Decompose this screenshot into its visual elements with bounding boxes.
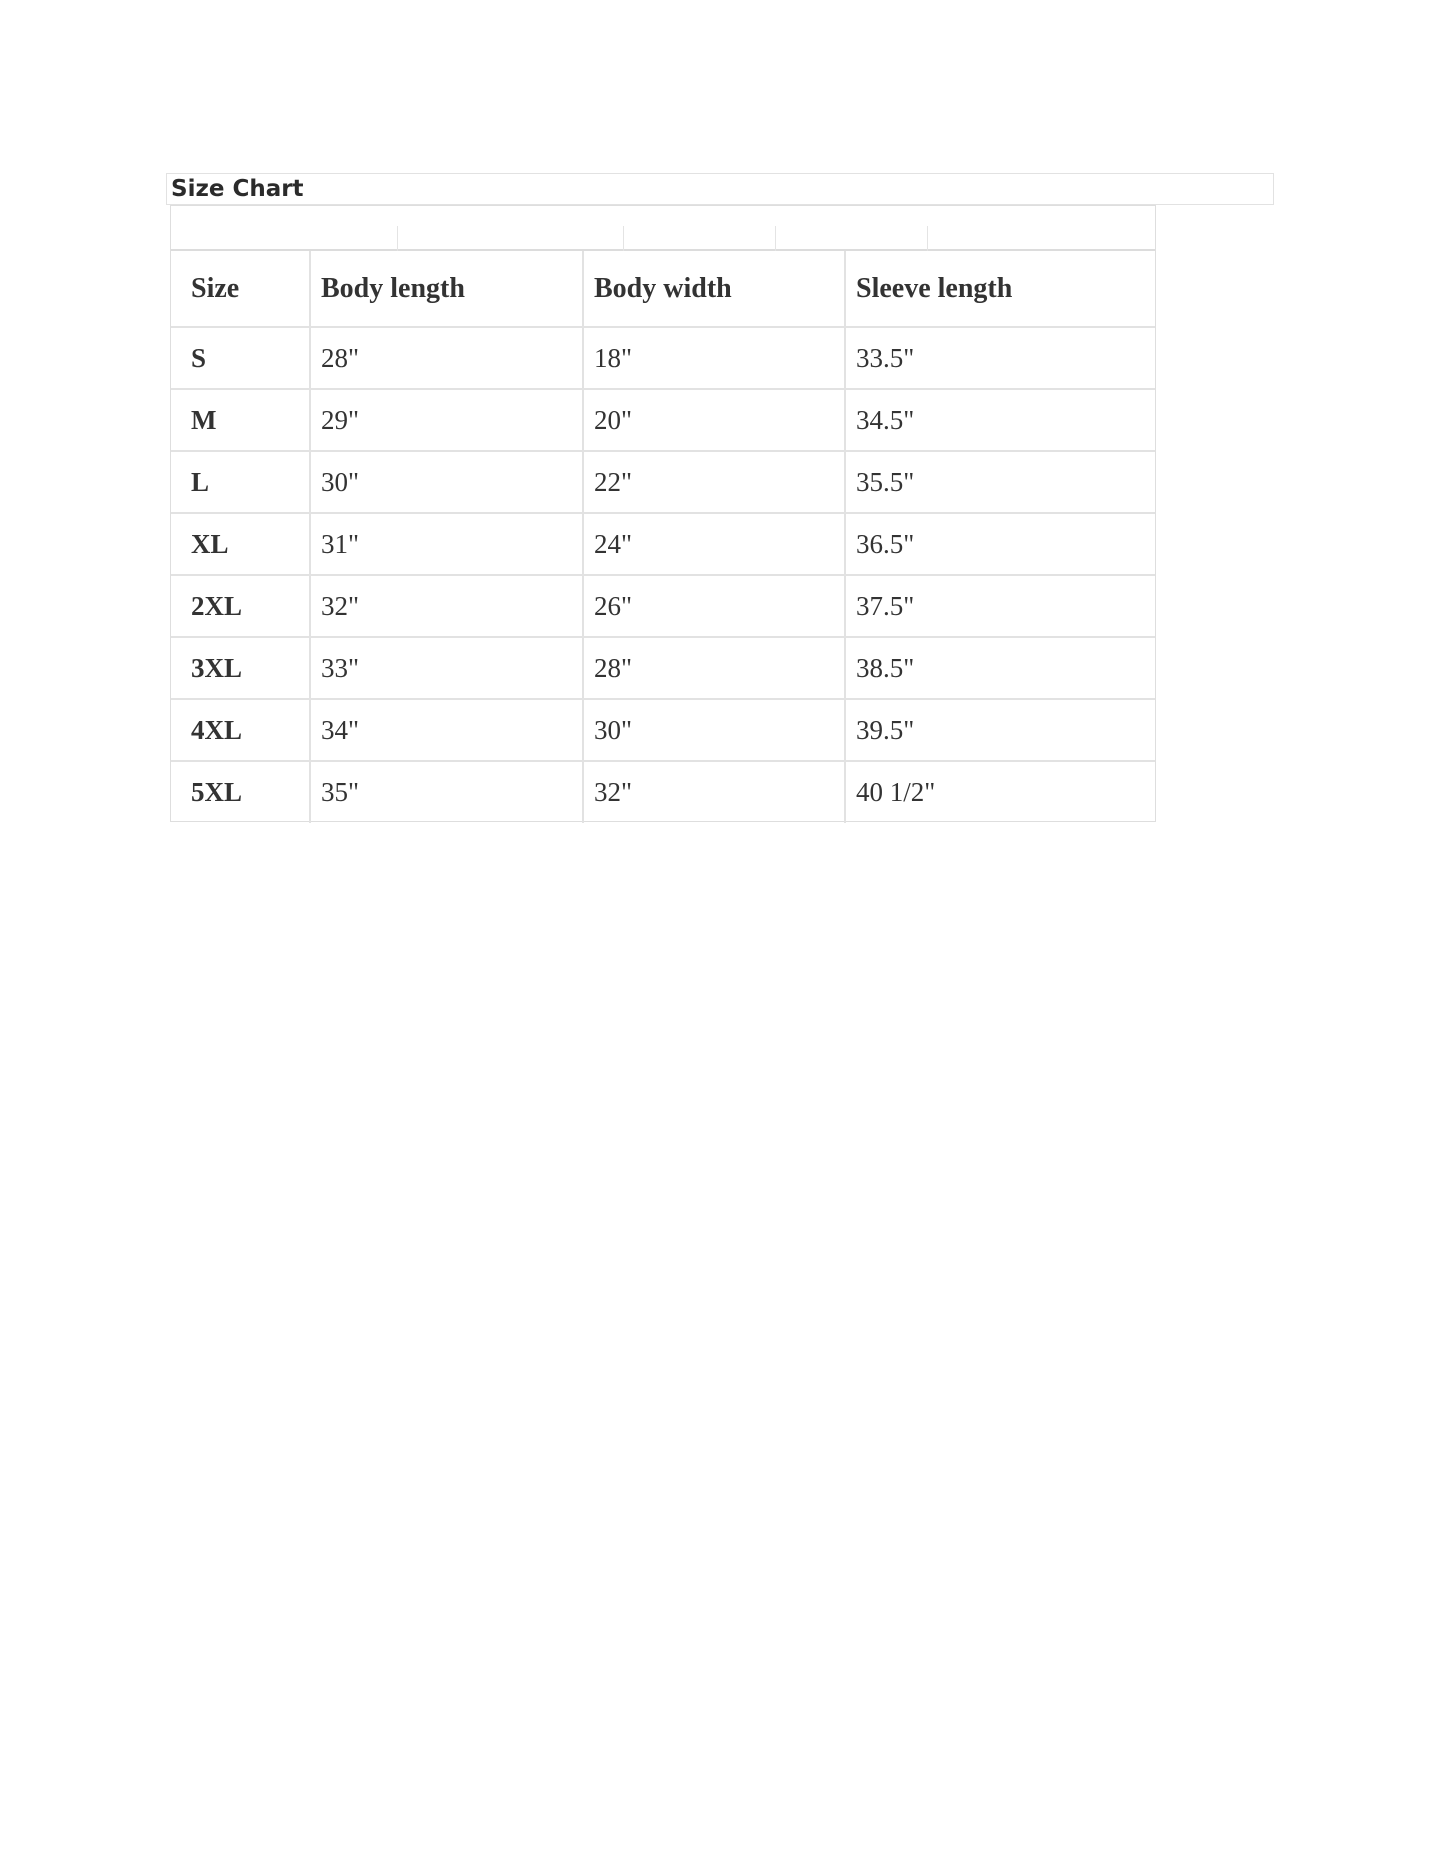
size-cell: 4XL [171,699,310,761]
sleeve-length-cell: 39.5" [845,699,1155,761]
table-row [171,389,1155,451]
table-row [171,513,1155,575]
table-row [171,637,1155,699]
body-length-cell: 33" [310,637,583,699]
size-chart-table-container [170,205,1156,822]
size-chart-table [171,251,1155,823]
body-length-cell: 28" [310,327,583,389]
empty-spacer-row [171,206,1155,251]
header-body-width: Body width [583,251,845,327]
table-row [171,451,1155,513]
body-width-cell: 18" [583,327,845,389]
body-width-cell: 24" [583,513,845,575]
body-length-cell: 29" [310,389,583,451]
body-width-cell: 32" [583,761,845,823]
spacer-divider [927,226,928,251]
sleeve-length-cell: 38.5" [845,637,1155,699]
sleeve-length-cell: 36.5" [845,513,1155,575]
body-length-cell: 31" [310,513,583,575]
table-row [171,699,1155,761]
header-sleeve-length: Sleeve length [845,251,1155,327]
body-length-cell: 30" [310,451,583,513]
body-width-cell: 28" [583,637,845,699]
table-row [171,761,1155,823]
size-chart-title-bar [166,173,1274,205]
sleeve-length-cell: 37.5" [845,575,1155,637]
size-cell: S [171,327,310,389]
size-cell: 2XL [171,575,310,637]
table-row [171,575,1155,637]
size-cell: 5XL [171,761,310,823]
body-length-cell: 32" [310,575,583,637]
sleeve-length-cell: 34.5" [845,389,1155,451]
body-width-cell: 22" [583,451,845,513]
size-cell: 3XL [171,637,310,699]
page-title: Size Chart [171,176,304,202]
sleeve-length-cell: 35.5" [845,451,1155,513]
body-width-cell: 20" [583,389,845,451]
size-cell: L [171,451,310,513]
size-cell: M [171,389,310,451]
spacer-divider [397,226,398,251]
body-width-cell: 30" [583,699,845,761]
header-size: Size [171,251,310,327]
spacer-divider [623,226,624,251]
body-length-cell: 35" [310,761,583,823]
table-row [171,327,1155,389]
header-body-length: Body length [310,251,583,327]
size-cell: XL [171,513,310,575]
body-length-cell: 34" [310,699,583,761]
spacer-divider [775,226,776,251]
sleeve-length-cell: 40 1/2" [856,777,936,807]
body-width-cell: 26" [583,575,845,637]
sleeve-length-cell: 33.5" [845,327,1155,389]
table-header-row [171,251,1155,327]
